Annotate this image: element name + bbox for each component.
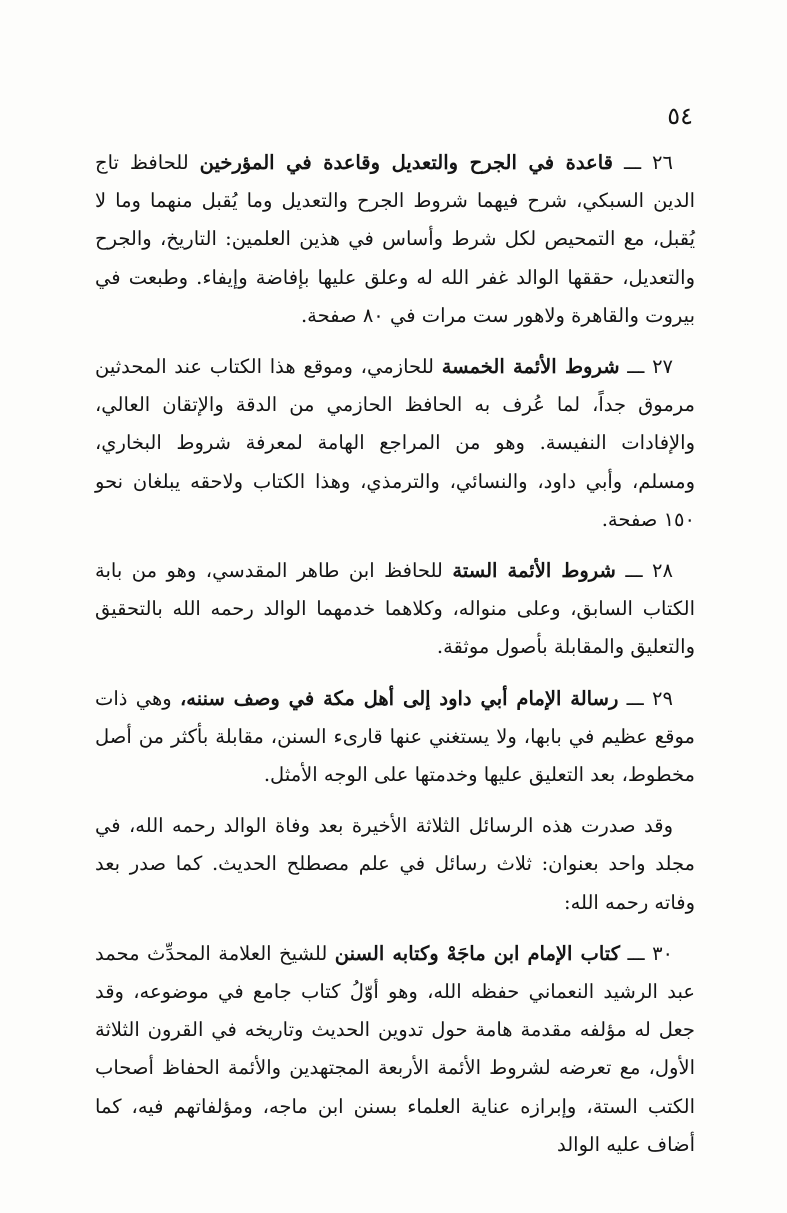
entry-title: كتاب الإمام ابن ماجَهْ وكتابه السنن <box>334 941 620 965</box>
entry-text: للحازمي، وموقع هذا الكتاب عند المحدثين مرموق جداً، لما عُرف به الحافظ الحازمي من الدقة والإتقان العالي، والإفادات النفيسة. وهو من المراجع الهامة لمعرفة شروط البخاري، ومسلم، وأبي داود، والنسائي، والترمذي، وهذا الكتاب ولاحقه يبلغان نحو ١٥٠ صفحة. <box>95 355 695 531</box>
entry-number: ٢٩ ـــ <box>626 686 673 710</box>
entry-28 <box>95 552 695 667</box>
entry-text: للشيخ العلامة المحدِّث محمد عبد الرشيد النعماني حفظه الله، وهو أوّلُ كتاب جامع في موضوعه، وقد جعل له مؤلفه مقدمة هامة حول تدوين الحديث وتاريخه في القرون الثلاثة الأول، مع تعرضه لشروط الأئمة الأربعة المجتهدين والأئمة الحفاظ أصحاب الكتب الستة، وإبرازه عناية العلماء بسنن ابن ماجه، ومؤلفاتهم فيه، كما أضاف عليه الوالد <box>95 941 695 1156</box>
entry-title: رسالة الإمام أبي داود إلى أهل مكة في وصف سننه، <box>179 686 619 710</box>
note-text: وقد صدرت هذه الرسائل الثلاثة الأخيرة بعد وفاة الوالد رحمه الله، في مجلد واحد بعنوان: ثلاث رسائل في علم مصطلح الحديث. كما صدر بعد وفاته رحمه الله: <box>95 814 695 914</box>
entry-30 <box>95 935 695 1164</box>
note-paragraph <box>95 807 695 922</box>
entry-title: شروط الأئمة الستة <box>452 559 616 583</box>
entry-text: للحافظ تاج الدين السبكي، شرح فيهما شروط الجرح والتعديل وما يُقبل منهما وما لا يُقبل، مع التمحيص لكل شرط وأساس في هذين العلمين: التاريخ، والجرح والتعديل، حققها الوالد غفر الله له وعلق عليها بإفاضة وإيفاء. وطبعت في بيروت والقاهرة ولاهور ست مرات في ٨٠ صفحة. <box>95 151 695 327</box>
entry-26 <box>95 144 695 335</box>
entry-number: ٣٠ ـــ <box>627 941 674 965</box>
entry-27 <box>95 348 695 539</box>
entry-title: شروط الأئمة الخمسة <box>441 355 620 379</box>
entry-text: وهي ذات موقع عظيم في بابها، ولا يستغني عنها قارىء السنن، مقابلة بأكثر من أصل مخطوط، بعد التعليق عليها وخدمتها على الوجه الأمثل. <box>95 686 695 787</box>
entry-number: ٢٧ ـــ <box>627 355 674 379</box>
entry-29 <box>95 680 695 795</box>
entry-number: ٢٦ ـــ <box>623 151 673 174</box>
entry-title: قاعدة في الجرح والتعديل وقاعدة في المؤرخين <box>199 151 613 174</box>
page-number: ٥٤ <box>667 102 693 130</box>
entry-number: ٢٨ ـــ <box>625 559 673 583</box>
entry-text: للحافظ ابن طاهر المقدسي، وهو من بابة الكتاب السابق، وعلى منواله، وكلاهما خدمهما الوالد رحمه الله بالتحقيق والتعليق والمقابلة بأصول موثقة. <box>95 559 695 659</box>
